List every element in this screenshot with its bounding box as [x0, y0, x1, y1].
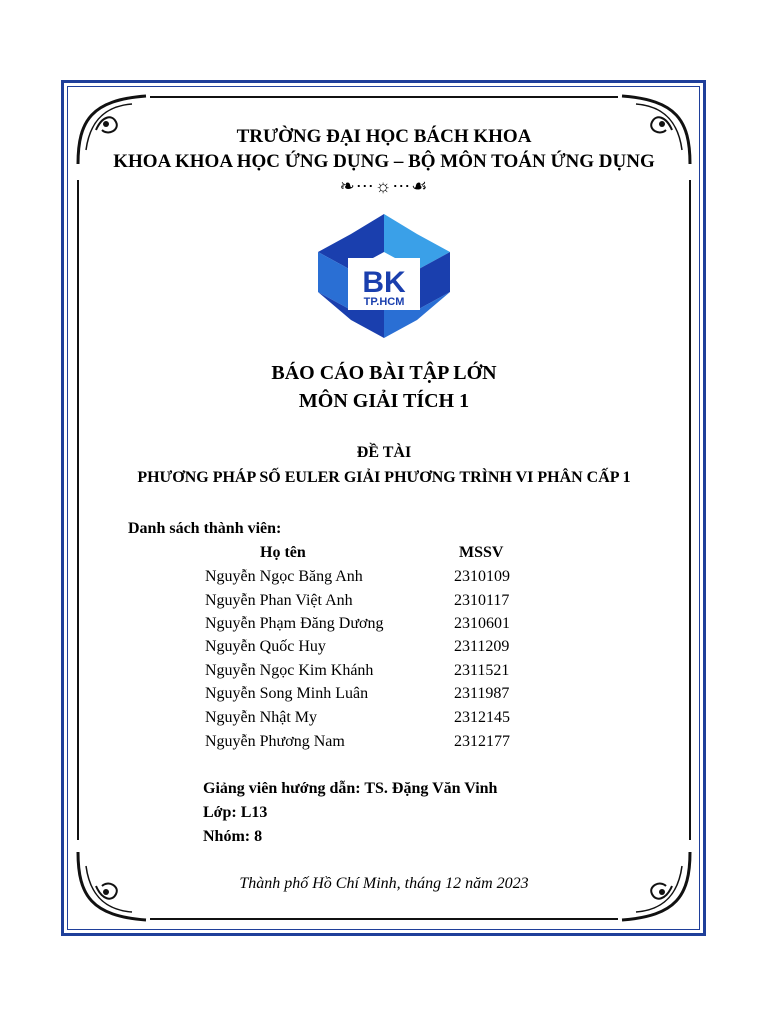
member-id: 2311209: [454, 638, 510, 655]
topic-label: ĐỀ TÀI: [356, 444, 412, 461]
member-name: Nguyễn Song Minh Luân: [205, 685, 369, 702]
member-id: 2310601: [454, 615, 510, 632]
member-id: 2310117: [454, 592, 510, 609]
group-line: Nhóm: 8: [203, 828, 263, 845]
members-heading: Danh sách thành viên:: [128, 520, 282, 537]
header-ornament: ❧⋯☼⋯☙: [339, 176, 429, 196]
member-name: Nguyễn Phan Việt Anh: [205, 592, 353, 609]
place-date: Thành phố Hồ Chí Minh, tháng 12 năm 2023: [239, 875, 529, 892]
class-line: Lớp: L13: [203, 804, 268, 821]
report-title: BÁO CÁO BÀI TẬP LỚN: [271, 362, 497, 384]
member-id: 2312177: [454, 733, 510, 750]
border-line-bottom: [150, 918, 618, 920]
topic-title: PHƯƠNG PHÁP SỐ EULER GIẢI PHƯƠNG TRÌNH VI PHÂN CẤP 1: [137, 469, 631, 486]
member-name: Nguyễn Quốc Huy: [205, 638, 326, 655]
member-name: Nguyễn Phạm Đăng Dương: [205, 615, 384, 632]
logo-bk-text: BK: [362, 266, 406, 299]
member-id: 2311521: [454, 662, 510, 679]
member-name: Nguyễn Phương Nam: [205, 733, 345, 750]
border-line-right: [689, 180, 691, 840]
faculty-name: KHOA KHOA HỌC ỨNG DỤNG – BỘ MÔN TOÁN ỨNG DỤNG: [113, 151, 655, 172]
member-name: Nguyễn Nhật My: [205, 709, 317, 726]
report-subject: MÔN GIẢI TÍCH 1: [298, 390, 470, 412]
border-line-left: [77, 180, 79, 840]
column-header-id: MSSV: [459, 544, 504, 561]
member-name: Nguyễn Ngọc Kim Khánh: [205, 662, 374, 679]
member-id: 2312145: [454, 709, 510, 726]
member-id: 2310109: [454, 568, 510, 585]
university-name: TRƯỜNG ĐẠI HỌC BÁCH KHOA: [236, 126, 532, 147]
bk-logo: [318, 212, 450, 340]
border-line-top: [150, 96, 618, 98]
instructor-line: Giảng viên hướng dẫn: TS. Đặng Văn Vinh: [203, 780, 498, 797]
member-name: Nguyễn Ngọc Băng Anh: [205, 568, 363, 585]
column-header-name: Họ tên: [260, 544, 306, 561]
member-id: 2311987: [454, 685, 510, 702]
logo-city-text: TP.HCM: [363, 296, 405, 308]
